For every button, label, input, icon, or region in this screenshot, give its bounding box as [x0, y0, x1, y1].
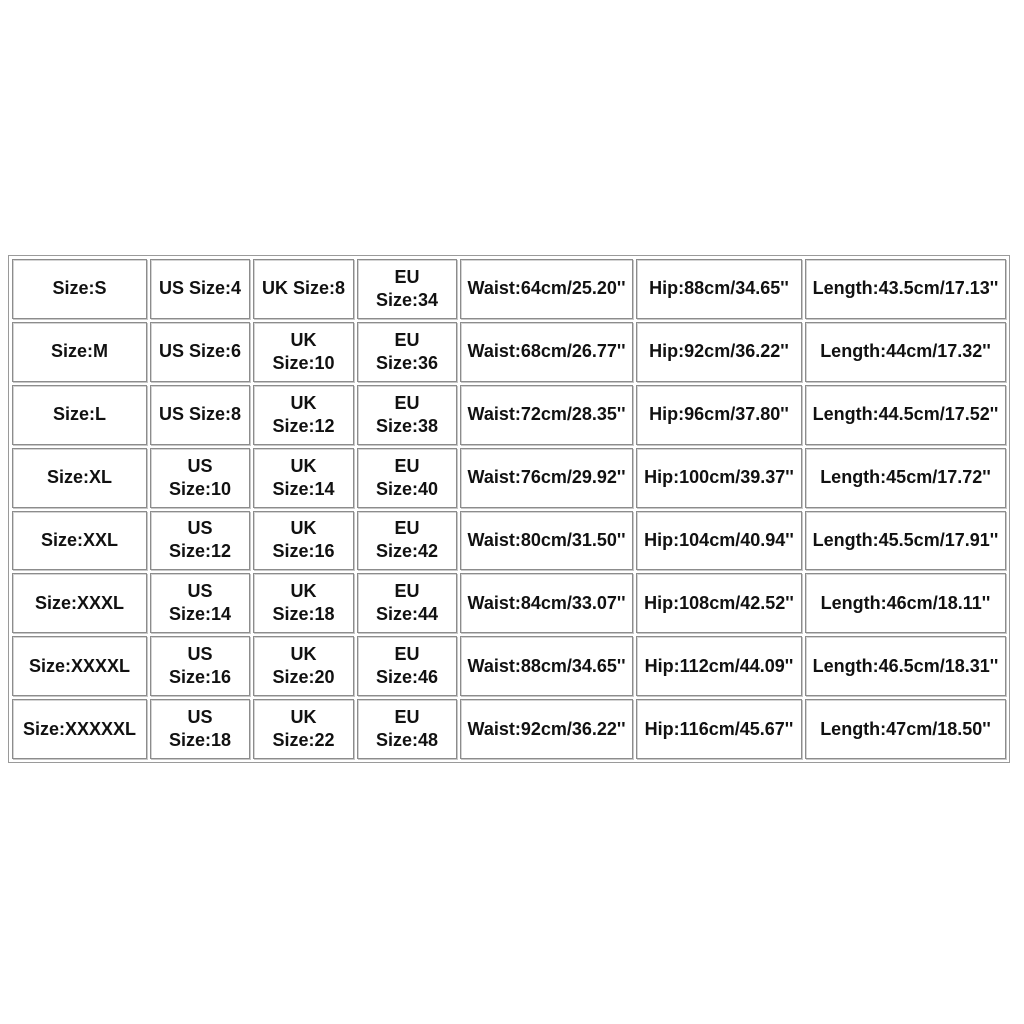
hip-cell	[636, 636, 802, 696]
size-cell	[12, 636, 147, 696]
cell-text: Length:44.5cm/17.52''	[812, 404, 999, 425]
cell-text: Length:44cm/17.32''	[820, 341, 991, 362]
eu-size-cell	[357, 322, 457, 382]
size-cell	[12, 259, 147, 319]
cell-text: US Size:12	[168, 518, 232, 562]
cell-text: Waist:72cm/28.35''	[467, 404, 626, 425]
cell-text: Waist:84cm/33.07''	[467, 592, 626, 613]
cell-text: US Size:4	[158, 278, 242, 299]
cell-text: Waist:76cm/29.92''	[467, 467, 626, 488]
waist-cell	[460, 573, 633, 633]
cell-text: Waist:92cm/36.22''	[467, 718, 626, 739]
cell-text: Size:XXL	[40, 529, 119, 550]
length-cell	[805, 322, 1006, 382]
length-cell	[805, 385, 1006, 445]
table-row	[12, 636, 1006, 696]
cell-text: Length:47cm/18.50''	[820, 718, 991, 739]
cell-text: Size:XXXXXL	[22, 718, 137, 739]
cell-text: US Size:8	[158, 404, 242, 425]
cell-text: Size:L	[52, 404, 106, 425]
cell-text: Length:45cm/17.72''	[820, 467, 991, 488]
hip-cell	[636, 322, 802, 382]
cell-text: Hip:100cm/39.37''	[644, 467, 794, 488]
eu-size-cell	[357, 448, 457, 508]
cell-text: Size:XXXL	[34, 592, 125, 613]
size-cell	[12, 322, 147, 382]
cell-text: UK Size:18	[272, 581, 335, 625]
cell-text: EU Size:40	[375, 455, 439, 499]
eu-size-cell	[357, 511, 457, 571]
cell-text: Hip:116cm/45.67''	[644, 718, 794, 739]
us-size-cell	[150, 636, 250, 696]
length-cell	[805, 259, 1006, 319]
cell-text: UK Size:14	[272, 455, 335, 499]
cell-text: UK Size:12	[272, 392, 335, 436]
hip-cell	[636, 573, 802, 633]
length-cell	[805, 511, 1006, 571]
cell-text: UK Size:22	[272, 707, 335, 751]
cell-text: EU Size:38	[375, 392, 439, 436]
uk-size-cell	[253, 385, 354, 445]
uk-size-cell	[253, 322, 354, 382]
cell-text: US Size:10	[168, 455, 232, 499]
cell-text: UK Size:16	[272, 518, 335, 562]
cell-text: UK Size:10	[272, 329, 335, 373]
size-cell	[12, 573, 147, 633]
cell-text: Waist:68cm/26.77''	[467, 341, 626, 362]
table-row	[12, 699, 1006, 759]
length-cell	[805, 636, 1006, 696]
hip-cell	[636, 511, 802, 571]
size-chart-table	[8, 255, 1010, 763]
table-row	[12, 385, 1006, 445]
hip-cell	[636, 448, 802, 508]
hip-cell	[636, 385, 802, 445]
cell-text: Waist:88cm/34.65''	[467, 655, 626, 676]
us-size-cell	[150, 448, 250, 508]
cell-text: US Size:18	[168, 707, 232, 751]
cell-text: EU Size:48	[375, 707, 439, 751]
uk-size-cell	[253, 511, 354, 571]
cell-text: Hip:88cm/34.65''	[649, 278, 789, 299]
length-cell	[805, 699, 1006, 759]
cell-text: EU Size:34	[375, 266, 439, 310]
size-cell	[12, 385, 147, 445]
cell-text: Length:46.5cm/18.31''	[812, 655, 999, 676]
eu-size-cell	[357, 385, 457, 445]
cell-text: Waist:80cm/31.50''	[467, 529, 626, 550]
waist-cell	[460, 511, 633, 571]
uk-size-cell	[253, 573, 354, 633]
us-size-cell	[150, 322, 250, 382]
us-size-cell	[150, 573, 250, 633]
size-chart-body	[12, 259, 1006, 759]
cell-text: EU Size:36	[375, 329, 439, 373]
cell-text: Hip:92cm/36.22''	[649, 341, 789, 362]
cell-text: US Size:14	[168, 581, 232, 625]
waist-cell	[460, 322, 633, 382]
table-row	[12, 322, 1006, 382]
cell-text: Hip:96cm/37.80''	[649, 404, 789, 425]
cell-text: Size:M	[50, 341, 108, 362]
uk-size-cell	[253, 699, 354, 759]
us-size-cell	[150, 699, 250, 759]
uk-size-cell	[253, 259, 354, 319]
eu-size-cell	[357, 699, 457, 759]
cell-text: UK Size:20	[272, 644, 335, 688]
table-row	[12, 573, 1006, 633]
waist-cell	[460, 699, 633, 759]
table-row	[12, 511, 1006, 571]
cell-text: EU Size:46	[375, 644, 439, 688]
uk-size-cell	[253, 636, 354, 696]
cell-text: UK Size:8	[261, 278, 346, 299]
eu-size-cell	[357, 259, 457, 319]
cell-text: US Size:16	[168, 644, 232, 688]
cell-text: Length:43.5cm/17.13''	[812, 278, 999, 299]
length-cell	[805, 448, 1006, 508]
cell-text: EU Size:44	[375, 581, 439, 625]
waist-cell	[460, 259, 633, 319]
waist-cell	[460, 448, 633, 508]
cell-text: Hip:104cm/40.94''	[644, 529, 794, 550]
length-cell	[805, 573, 1006, 633]
us-size-cell	[150, 511, 250, 571]
size-cell	[12, 448, 147, 508]
cell-text: Length:46cm/18.11''	[820, 592, 991, 613]
cell-text: Size:S	[52, 278, 107, 299]
eu-size-cell	[357, 573, 457, 633]
table-row	[12, 259, 1006, 319]
waist-cell	[460, 385, 633, 445]
cell-text: US Size:6	[158, 341, 242, 362]
us-size-cell	[150, 259, 250, 319]
cell-text: EU Size:42	[375, 518, 439, 562]
eu-size-cell	[357, 636, 457, 696]
cell-text: Length:45.5cm/17.91''	[812, 529, 999, 550]
hip-cell	[636, 699, 802, 759]
us-size-cell	[150, 385, 250, 445]
table-row	[12, 448, 1006, 508]
cell-text: Hip:112cm/44.09''	[644, 655, 794, 676]
cell-text: Waist:64cm/25.20''	[467, 278, 626, 299]
size-cell	[12, 699, 147, 759]
hip-cell	[636, 259, 802, 319]
cell-text: Size:XXXXL	[28, 655, 131, 676]
waist-cell	[460, 636, 633, 696]
size-cell	[12, 511, 147, 571]
cell-text: Size:XL	[46, 467, 112, 488]
uk-size-cell	[253, 448, 354, 508]
cell-text: Hip:108cm/42.52''	[644, 592, 794, 613]
